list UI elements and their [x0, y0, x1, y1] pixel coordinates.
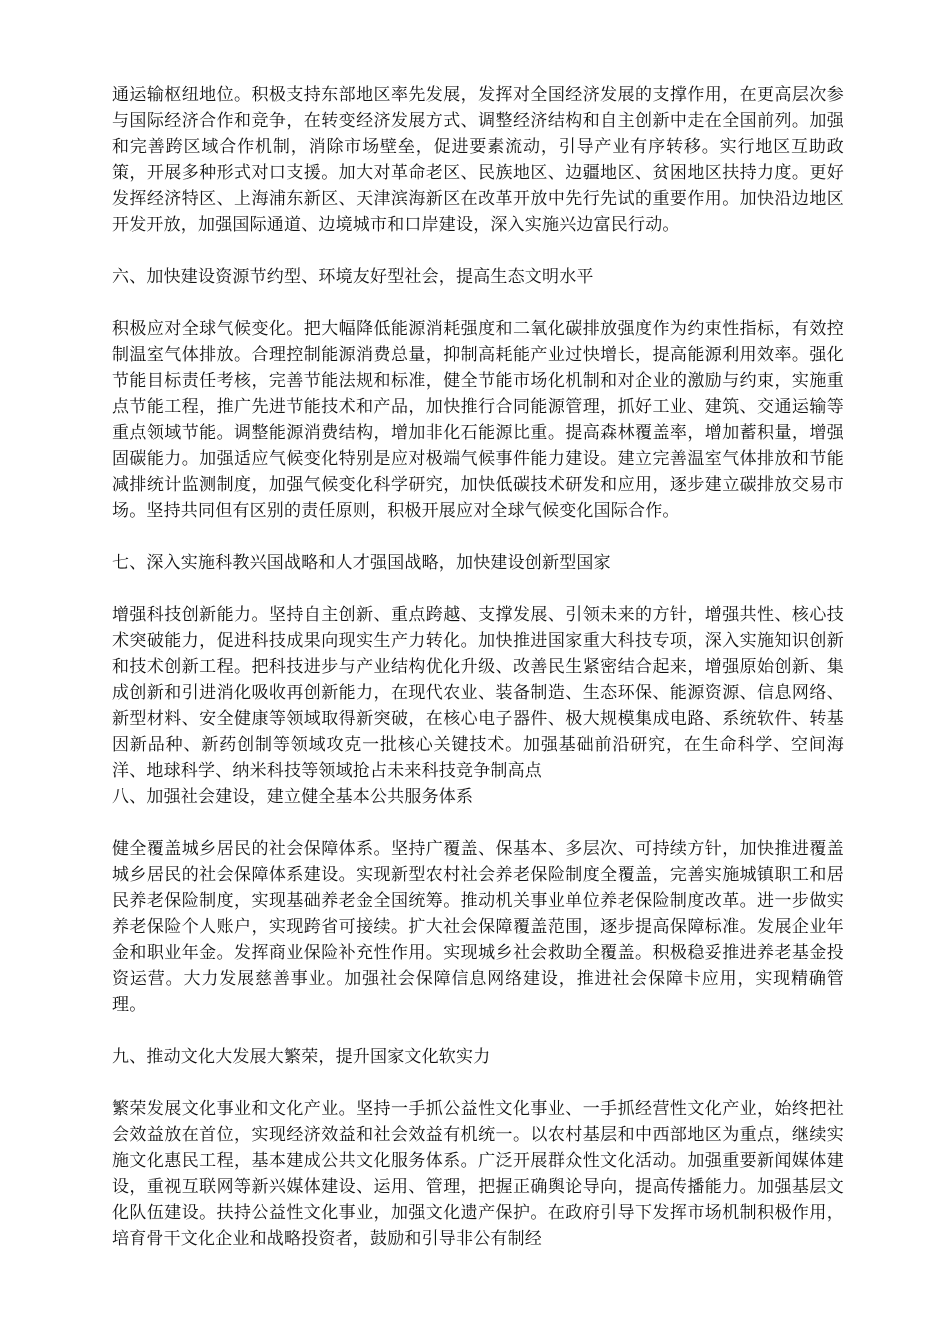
paragraph-social-security: 健全覆盖城乡居民的社会保障体系。坚持广覆盖、保基本、多层次、可持续方针，加快推进覆盖城乡居民的社会保障体系建设。实现新型农村社会养老保险制度全覆盖，完善实施城镇职工和居民养老保险制度，实现基础养老金全国统筹。推动机关事业单位养老保险制度改革。进一步做实养老保险个人账户，实现跨省可接续。扩大社会保障覆盖范围，逐步提高保障标准。发展企业年金和职业年金。发挥商业保险补充性作用。实现城乡社会救助全覆盖。积极稳妥推进养老基金投资运营。大力发展慈善事业。加强社会保障信息网络建设，推进社会保障卡应用，实现精确管理。 [112, 839, 844, 1015]
paragraph-tech-innovation: 增强科技创新能力。坚持自主创新、重点跨越、支撑发展、引领未来的方针，增强共性、核心技术突破能力，促进科技成果向现实生产力转化。加快推进国家重大科技专项，深入实施知识创新和技术创新工程。把科技进步与产业结构优化升级、改善民生紧密结合起来，增强原始创新、集成创新和引进消化吸收再创新能力，在现代农业、装备制造、生态环保、能源资源、信息网络、新型材料、安全健康等领域取得新突破，在核心电子器件、极大规模集成电路、系统软件、转基因新品种、新药创制等领域攻克一批核心关键技术。加强基础前沿研究，在生命科学、空间海洋、地球科学、纳米科技等领域抢占未来科技竞争制高点 [112, 605, 844, 781]
section-heading-eight: 八、加强社会建设，建立健全基本公共服务体系 [112, 787, 474, 807]
section-heading-nine: 九、推动文化大发展大繁荣，提升国家文化软实力 [112, 1047, 491, 1067]
paragraph-climate-change: 积极应对全球气候变化。把大幅降低能源消耗强度和二氧化碳排放强度作为约束性指标，有效控制温室气体排放。合理控制能源消费总量，抑制高耗能产业过快增长，提高能源利用效率。强化节能目标责任考核，完善节能法规和标准，健全节能市场化机制和对企业的激励与约束，实施重点节能工程，推广先进节能技术和产品，加快推行合同能源管理，抓好工业、建筑、交通运输等重点领域节能。调整能源消费结构，增加非化石能源比重。提高森林覆盖率，增加蓄积量，增强固碳能力。加强适应气候变化特别是应对极端气候事件能力建设。建立完善温室气体排放和节能减排统计监测制度，加强气候变化科学研究，加快低碳技术研发和应用，逐步建立碳排放交易市场。坚持共同但有区别的责任原则，积极开展应对全球气候变化国际合作。 [112, 319, 844, 521]
section-heading-six: 六、加快建设资源节约型、环境友好型社会，提高生态文明水平 [112, 267, 594, 287]
paragraph-transport-hub: 通运输枢纽地位。积极支持东部地区率先发展，发挥对全国经济发展的支撑作用，在更高层次参与国际经济合作和竞争，在转变经济发展方式、调整经济结构和自主创新中走在全国前列。加强和完善跨区域合作机制，消除市场壁垒，促进要素流动，引导产业有序转移。实行地区互助政策，开展多种形式对口支援。加大对革命老区、民族地区、边疆地区、贫困地区扶持力度。更好发挥经济特区、上海浦东新区、天津滨海新区在改革开放中先行先试的重要作用。加快沿边地区开发开放，加强国际通道、边境城市和口岸建设，深入实施兴边富民行动。 [112, 85, 844, 235]
document-body [112, 82, 844, 1252]
paragraph-culture-industry: 繁荣发展文化事业和文化产业。坚持一手抓公益性文化事业、一手抓经营性文化产业，始终把社会效益放在首位，实现经济效益和社会效益有机统一。以农村基层和中西部地区为重点，继续实施文化惠民工程，基本建成公共文化服务体系。广泛开展群众性文化活动。加强重要新闻媒体建设，重视互联网等新兴媒体建设、运用、管理，把握正确舆论导向，提高传播能力。加强基层文化队伍建设。扶持公益性文化事业，加强文化遗产保护。在政府引导下发挥市场机制积极作用，培育骨干文化企业和战略投资者，鼓励和引导非公有制经 [112, 1099, 844, 1249]
section-heading-seven: 七、深入实施科教兴国战略和人才强国战略，加快建设创新型国家 [112, 553, 611, 573]
